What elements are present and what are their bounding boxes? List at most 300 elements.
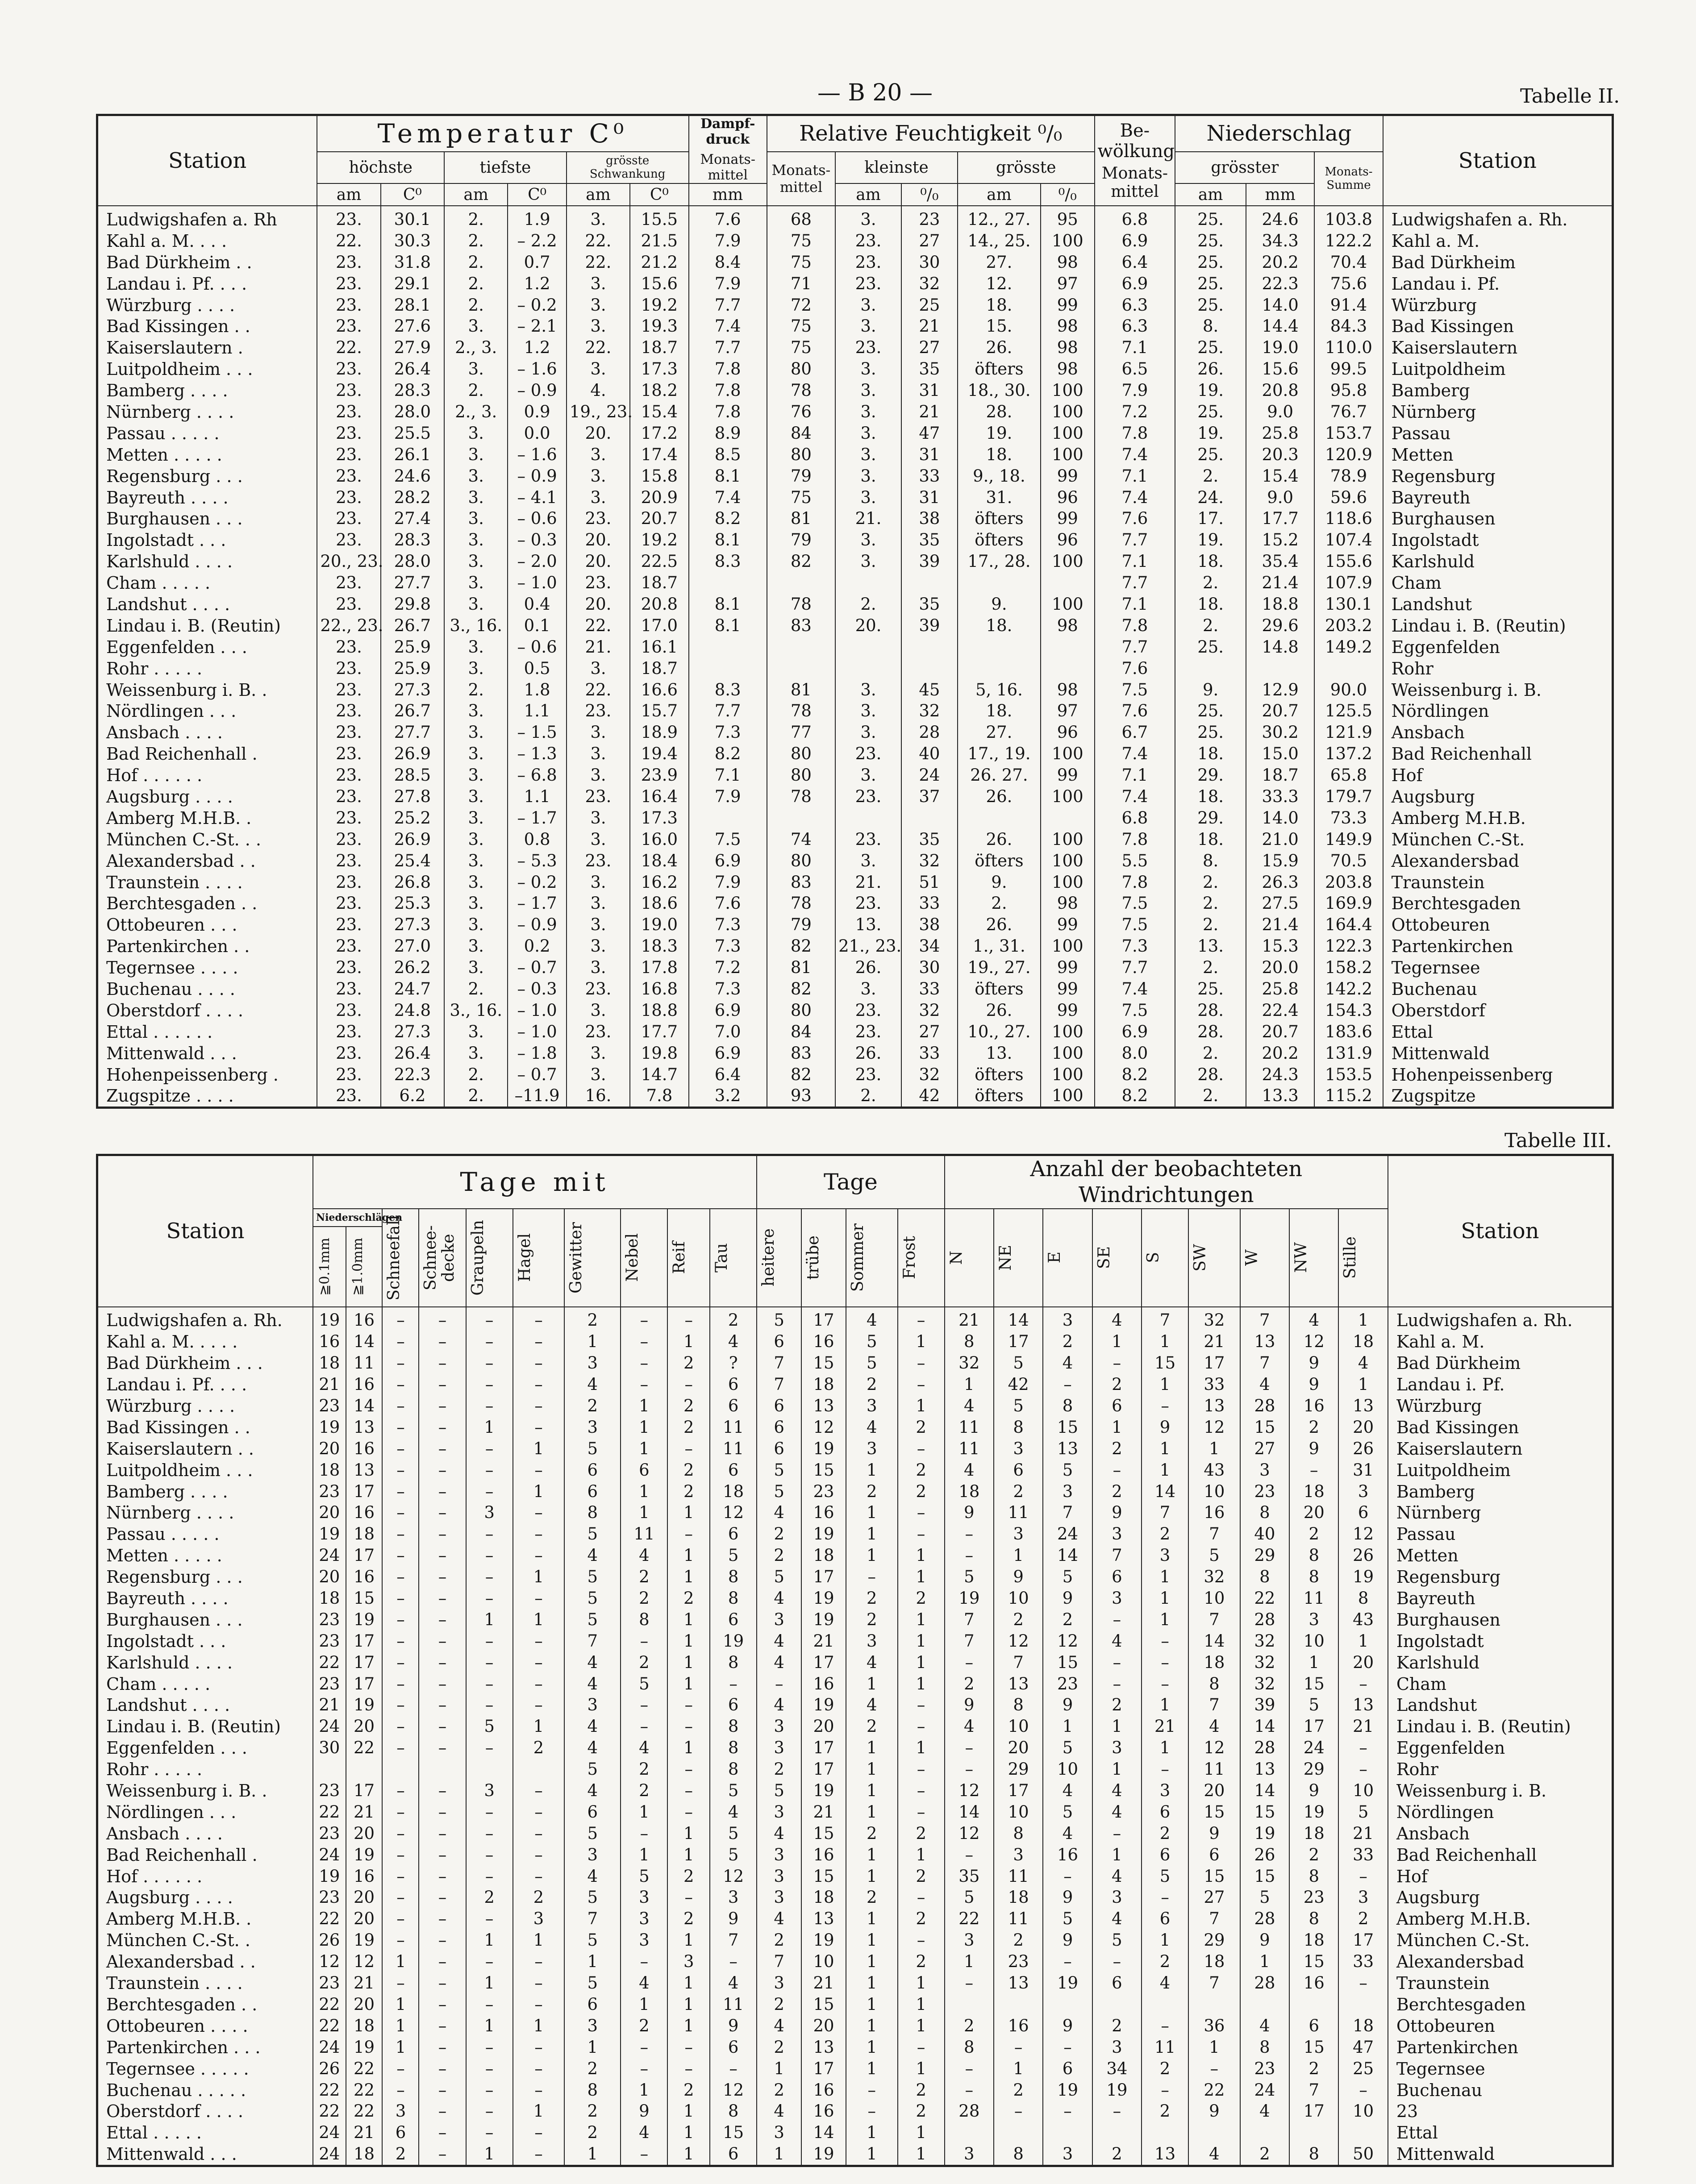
value-cell: 21.: [567, 636, 630, 658]
value-cell: 2: [667, 2080, 710, 2101]
value-cell: 19: [710, 1631, 757, 1652]
value-cell: 1: [667, 1609, 710, 1631]
value-cell: 16: [994, 2015, 1043, 2037]
value-cell: 39: [901, 615, 958, 636]
station-cell: 23: [1388, 2101, 1613, 2122]
value-cell: [901, 658, 958, 679]
station-cell: München C.-St. . .: [97, 829, 317, 850]
value-cell: 3.: [567, 807, 630, 829]
value-cell: 158.2: [1314, 957, 1383, 978]
value-cell: 39: [901, 551, 958, 572]
value-cell: 3: [757, 1972, 801, 1994]
value-cell: [346, 1759, 383, 1780]
station-cell: Hohenpeissenberg .: [97, 1064, 317, 1086]
value-cell: 14: [346, 1331, 383, 1352]
value-cell: 16.: [567, 1086, 630, 1108]
value-cell: 3: [846, 1395, 898, 1417]
value-cell: 21.0: [1246, 829, 1314, 850]
value-cell: 2: [667, 1481, 710, 1502]
table2-body: [97, 206, 1613, 1108]
value-cell: 25: [1338, 2058, 1388, 2080]
value-cell: 2.: [444, 252, 508, 273]
table-row: [97, 1631, 1613, 1652]
value-cell: 1: [513, 1566, 565, 1588]
value-cell: 22: [945, 1908, 994, 1930]
value-cell: 18.7: [630, 658, 688, 679]
value-cell: 12: [1188, 1737, 1240, 1759]
value-cell: 19: [313, 1417, 346, 1438]
value-cell: – 2.2: [508, 230, 566, 252]
value-cell: 4: [757, 1652, 801, 1673]
value-cell: 0.5: [508, 658, 566, 679]
value-cell: –: [1142, 1631, 1188, 1652]
value-cell: 1: [621, 1994, 667, 2015]
value-cell: 6: [757, 1331, 801, 1352]
value-cell: 17.7: [1246, 508, 1314, 529]
value-cell: –: [382, 1481, 419, 1502]
value-cell: –: [466, 1844, 513, 1866]
value-cell: 1: [898, 1652, 945, 1673]
table-row: [97, 466, 1613, 487]
table-row: [97, 380, 1613, 401]
value-cell: 3.: [835, 850, 901, 872]
value-cell: 31.: [958, 487, 1041, 508]
value-cell: –: [466, 1695, 513, 1716]
table-row: [97, 1930, 1613, 1951]
value-cell: 3: [757, 1609, 801, 1631]
station-cell: Karlshuld . . . .: [97, 1652, 313, 1673]
table-row: [97, 658, 1613, 679]
value-cell: –: [846, 1566, 898, 1588]
station-cell: Partenkirchen . .: [97, 936, 317, 957]
value-cell: 12: [710, 1866, 757, 1887]
table-row: [97, 1064, 1613, 1086]
station-cell: Traunstein: [1383, 872, 1613, 893]
value-cell: 9: [1188, 1823, 1240, 1844]
station-cell: Mittenwald: [1383, 1043, 1613, 1064]
value-cell: 15.9: [1246, 850, 1314, 872]
value-cell: 14.0: [1246, 807, 1314, 829]
station-cell: Cham . . . . .: [97, 1673, 313, 1695]
value-cell: 6: [994, 1460, 1043, 1481]
station-cell: Amberg M.H.B.: [1383, 807, 1613, 829]
value-cell: 13.: [835, 914, 901, 936]
value-cell: 5: [564, 1972, 621, 1994]
value-cell: 3: [757, 1801, 801, 1823]
value-cell: 33: [901, 978, 958, 1000]
value-cell: 23.: [835, 230, 901, 252]
value-cell: 18: [1289, 1930, 1338, 1951]
value-cell: 23.: [317, 529, 380, 551]
value-cell: –: [382, 1908, 419, 1930]
value-cell: 3.: [835, 316, 901, 337]
value-cell: 1: [757, 2143, 801, 2166]
station-cell: Augsburg . . . .: [97, 1887, 313, 1909]
value-cell: 18., 30.: [958, 380, 1041, 401]
station-cell: Ettal: [1383, 1021, 1613, 1043]
station-cell: Bad Kissingen: [1383, 316, 1613, 337]
value-cell: 11: [1142, 2037, 1188, 2058]
value-cell: 26.7: [381, 700, 444, 722]
value-cell: 16.2: [630, 872, 688, 893]
value-cell: 59.6: [1314, 487, 1383, 508]
value-cell: –: [466, 1331, 513, 1352]
value-cell: 14: [1142, 1481, 1188, 1502]
value-cell: –: [621, 1307, 667, 1331]
value-cell: –: [513, 1395, 565, 1417]
station-cell: Cham . . . . .: [97, 572, 317, 594]
value-cell: 19: [801, 1695, 846, 1716]
value-cell: 2: [757, 2080, 801, 2101]
value-cell: 3.: [444, 466, 508, 487]
col-monatssumme: Monats-Summe: [1314, 152, 1383, 206]
value-cell: 1: [513, 1481, 565, 1502]
value-cell: 35.4: [1246, 551, 1314, 572]
value-cell: –: [621, 2058, 667, 2080]
value-cell: 110.0: [1314, 337, 1383, 358]
value-cell: 23.: [317, 1021, 380, 1043]
value-cell: 5: [757, 1780, 801, 1801]
value-cell: 26.4: [381, 1043, 444, 1064]
station-cell: Kahl a. M. . . . .: [97, 1331, 313, 1352]
col-temperatur: Temperatur C⁰: [317, 115, 688, 152]
station-cell: Regensburg: [1383, 466, 1613, 487]
value-cell: 1: [1142, 1588, 1188, 1609]
value-cell: 2: [382, 2143, 419, 2166]
value-cell: 3.: [444, 914, 508, 936]
value-cell: 3.: [444, 508, 508, 529]
value-cell: 1: [846, 1866, 898, 1887]
value-cell: 32: [1240, 1673, 1289, 1695]
value-cell: 8.9: [689, 423, 767, 444]
value-cell: 14.0: [1246, 295, 1314, 316]
value-cell: 7.0: [689, 1021, 767, 1043]
value-cell: 15.5: [630, 206, 688, 230]
value-cell: 3.: [567, 444, 630, 466]
value-cell: 1: [382, 2015, 419, 2037]
value-cell: 17.3: [630, 807, 688, 829]
table-row: [97, 572, 1613, 594]
value-cell: 22: [346, 2101, 383, 2122]
value-cell: 3., 16.: [444, 1000, 508, 1021]
station-cell: Bayreuth . . . .: [97, 1588, 313, 1609]
value-cell: 2: [667, 1395, 710, 1417]
value-cell: [1289, 2122, 1338, 2143]
value-cell: 5: [1338, 1801, 1388, 1823]
value-cell: 1: [513, 1716, 565, 1737]
value-cell: 16.4: [630, 786, 688, 807]
value-cell: –: [621, 2143, 667, 2166]
value-cell: 4: [1188, 2143, 1240, 2166]
value-cell: 15: [1240, 1866, 1289, 1887]
value-cell: 2.: [958, 893, 1041, 915]
value-cell: 1.1: [508, 786, 566, 807]
station-cell: Kahl a. M.: [1383, 230, 1613, 252]
station-cell: München C.-St.: [1383, 829, 1613, 850]
value-cell: 7: [1188, 1609, 1240, 1631]
table-row: [97, 1951, 1613, 1972]
value-cell: 9.0: [1246, 401, 1314, 423]
value-cell: 79: [767, 466, 835, 487]
value-cell: 4: [564, 1780, 621, 1801]
value-cell: –: [513, 1460, 565, 1481]
station-cell: Bamberg: [1388, 1481, 1613, 1502]
value-cell: 23.: [317, 444, 380, 466]
value-cell: 131.9: [1314, 1043, 1383, 1064]
station-cell: Landau i. Pf.: [1388, 1374, 1613, 1395]
value-cell: 3.: [444, 423, 508, 444]
value-cell: 1: [898, 1994, 945, 2015]
value-cell: 1: [513, 1438, 565, 1460]
value-cell: 1: [667, 1972, 710, 1994]
value-cell: 11: [1188, 1759, 1240, 1780]
value-cell: 3.: [444, 872, 508, 893]
value-cell: 21: [346, 2122, 383, 2143]
station-cell: München C.-St. .: [97, 1930, 313, 1951]
station-cell: Luitpoldheim . . .: [97, 358, 317, 380]
value-cell: –: [1142, 1673, 1188, 1695]
station-cell: Eggenfelden: [1383, 636, 1613, 658]
value-cell: 4: [1289, 1307, 1338, 1331]
value-cell: 19.: [1175, 380, 1246, 401]
col-heitere: heitere: [759, 1228, 778, 1287]
station-cell: Eggenfelden . . .: [97, 636, 317, 658]
value-cell: 28.3: [381, 529, 444, 551]
table-row: [97, 1844, 1613, 1866]
value-cell: 6.4: [689, 1064, 767, 1086]
station-cell: Augsburg: [1383, 786, 1613, 807]
value-cell: 18.2: [630, 380, 688, 401]
table-row: [97, 1609, 1613, 1631]
station-cell: Nürnberg . . . .: [97, 1502, 313, 1524]
value-cell: 3.: [444, 829, 508, 850]
value-cell: 23.: [317, 594, 380, 615]
value-cell: 1: [846, 1460, 898, 1481]
value-cell: 2: [621, 1780, 667, 1801]
col-schneedecke: Schnee-decke: [421, 1225, 458, 1290]
value-cell: 23: [313, 1631, 346, 1652]
value-cell: 23.: [835, 273, 901, 295]
value-cell: 3.: [835, 487, 901, 508]
value-cell: 15: [801, 1352, 846, 1374]
value-cell: 2: [1289, 2058, 1338, 2080]
value-cell: 6: [757, 1395, 801, 1417]
value-cell: 28.3: [381, 380, 444, 401]
value-cell: 23.: [317, 765, 380, 786]
value-cell: 16: [1043, 1844, 1092, 1866]
value-cell: 6.8: [1095, 206, 1175, 230]
value-cell: –: [898, 1780, 945, 1801]
value-cell: 22.: [317, 230, 380, 252]
value-cell: 2., 3.: [444, 401, 508, 423]
value-cell: –: [621, 1716, 667, 1737]
value-cell: 8.1: [689, 594, 767, 615]
table-row: [97, 529, 1613, 551]
value-cell: 137.2: [1314, 743, 1383, 765]
table-row: [97, 1759, 1613, 1780]
value-cell: 26.9: [381, 829, 444, 850]
value-cell: 20.9: [630, 487, 688, 508]
value-cell: 6: [564, 1481, 621, 1502]
value-cell: 17: [346, 1545, 383, 1566]
station-cell: Augsburg . . . .: [97, 786, 317, 807]
value-cell: –: [513, 2058, 565, 2080]
value-cell: 11: [346, 1352, 383, 1374]
value-cell: –: [419, 1545, 466, 1566]
table-row: [97, 872, 1613, 893]
value-cell: 17: [801, 1566, 846, 1588]
col-hagel: Hagel: [515, 1233, 534, 1282]
station-cell: Ottobeuren . . .: [97, 914, 317, 936]
station-cell: Ansbach . . . .: [97, 1823, 313, 1844]
table-row: [97, 700, 1613, 722]
station-cell: Ludwigshafen a. Rh: [97, 206, 317, 230]
station-cell: Berchtesgaden: [1388, 1994, 1613, 2015]
table-row: [97, 765, 1613, 786]
value-cell: 2.: [444, 1064, 508, 1086]
value-cell: –: [1092, 1352, 1142, 1374]
value-cell: 78: [767, 893, 835, 915]
value-cell: 27.: [958, 252, 1041, 273]
value-cell: 15.4: [630, 401, 688, 423]
value-cell: [958, 636, 1041, 658]
value-cell: 23: [313, 1481, 346, 1502]
value-cell: 68: [767, 206, 835, 230]
value-cell: 7: [564, 1631, 621, 1652]
value-cell: 17.7: [630, 1021, 688, 1043]
value-cell: –: [466, 1481, 513, 1502]
value-cell: –: [382, 1673, 419, 1695]
value-cell: – 0.9: [508, 380, 566, 401]
value-cell: 19: [801, 1438, 846, 1460]
value-cell: 3.: [444, 487, 508, 508]
value-cell: –: [1092, 1609, 1142, 1631]
value-cell: 3.: [835, 358, 901, 380]
value-cell: 7.1: [1095, 466, 1175, 487]
value-cell: 28.5: [381, 765, 444, 786]
station-cell: Zugspitze . . . .: [97, 1086, 317, 1108]
value-cell: 8: [710, 1716, 757, 1737]
value-cell: 4: [846, 1695, 898, 1716]
value-cell: 15: [710, 2122, 757, 2143]
value-cell: –: [1092, 2101, 1142, 2122]
value-cell: 5: [564, 1523, 621, 1545]
value-cell: 2: [1240, 2143, 1289, 2166]
value-cell: –: [945, 1759, 994, 1780]
value-cell: 12: [1289, 1331, 1338, 1352]
value-cell: 27: [901, 230, 958, 252]
value-cell: 16.1: [630, 636, 688, 658]
value-cell: 17: [346, 1631, 383, 1652]
value-cell: 95.8: [1314, 380, 1383, 401]
value-cell: –: [513, 2143, 565, 2166]
value-cell: 9: [1043, 2015, 1092, 2037]
value-cell: 1: [667, 1631, 710, 1652]
value-cell: –: [513, 1374, 565, 1395]
value-cell: 100: [1041, 829, 1095, 850]
value-cell: 32: [901, 850, 958, 872]
value-cell: 1: [898, 2058, 945, 2080]
value-cell: 1: [898, 2143, 945, 2166]
value-cell: 1: [667, 1673, 710, 1695]
value-cell: 30: [901, 957, 958, 978]
value-cell: 4: [945, 1716, 994, 1737]
value-cell: 3.: [567, 957, 630, 978]
value-cell: 20: [313, 1566, 346, 1588]
value-cell: 2.: [444, 206, 508, 230]
value-cell: –: [667, 2058, 710, 2080]
value-cell: 18.: [1175, 786, 1246, 807]
value-cell: 20.8: [1246, 380, 1314, 401]
value-cell: 22: [313, 2015, 346, 2037]
table-row: [97, 487, 1613, 508]
station-cell: Oberstdorf . . . .: [97, 2101, 313, 2122]
station-cell: Weissenburg i. B.: [1383, 679, 1613, 701]
value-cell: 19: [346, 1609, 383, 1631]
value-cell: 18.: [958, 615, 1041, 636]
value-cell: 2: [1092, 1438, 1142, 1460]
table-row: [97, 978, 1613, 1000]
value-cell: 23.: [317, 829, 380, 850]
value-cell: 37: [901, 786, 958, 807]
value-cell: 100: [1041, 551, 1095, 572]
value-cell: 19: [346, 1930, 383, 1951]
value-cell: –: [1043, 1866, 1092, 1887]
value-cell: 17: [346, 1780, 383, 1801]
value-cell: 96: [1041, 487, 1095, 508]
value-cell: 9: [1092, 1502, 1142, 1524]
value-cell: 2: [846, 1481, 898, 1502]
value-cell: [513, 1759, 565, 1780]
value-cell: 23.: [567, 572, 630, 594]
station-cell: Lindau i. B. (Reutin): [1383, 615, 1613, 636]
value-cell: 5: [564, 1930, 621, 1951]
value-cell: 4: [1338, 1352, 1388, 1374]
value-cell: 3: [466, 1502, 513, 1524]
value-cell: 19.3: [630, 316, 688, 337]
station-cell: Ottobeuren: [1388, 2015, 1613, 2037]
station-cell: Traunstein . . . .: [97, 872, 317, 893]
value-cell: 8.2: [1095, 1064, 1175, 1086]
value-cell: –: [419, 2015, 466, 2037]
value-cell: 33: [1338, 1951, 1388, 1972]
value-cell: 7.6: [689, 893, 767, 915]
value-cell: – 5.3: [508, 850, 566, 872]
value-cell: 7.6: [1095, 508, 1175, 529]
value-cell: 8.1: [689, 615, 767, 636]
value-cell: 20.7: [1246, 1021, 1314, 1043]
station-cell: Bad Dürkheim: [1383, 252, 1613, 273]
value-cell: 3: [1289, 1609, 1338, 1631]
station-cell: Berchtesgaden . .: [97, 893, 317, 915]
value-cell: 3: [1092, 1588, 1142, 1609]
value-cell: 2.: [444, 295, 508, 316]
value-cell: [1041, 572, 1095, 594]
station-cell: Alexandersbad . .: [97, 850, 317, 872]
station-cell: Landshut . . . .: [97, 594, 317, 615]
value-cell: 4: [1142, 1972, 1188, 1994]
value-cell: 78.9: [1314, 466, 1383, 487]
value-cell: 7.8: [630, 1086, 688, 1108]
value-cell: 8: [710, 2101, 757, 2122]
value-cell: 7.8: [689, 401, 767, 423]
table-row: [97, 1481, 1613, 1502]
table-row: [97, 807, 1613, 829]
value-cell: 7.5: [1095, 1000, 1175, 1021]
value-cell: 6.2: [381, 1086, 444, 1108]
value-cell: 8: [1289, 1545, 1338, 1566]
value-cell: –: [1142, 1652, 1188, 1673]
